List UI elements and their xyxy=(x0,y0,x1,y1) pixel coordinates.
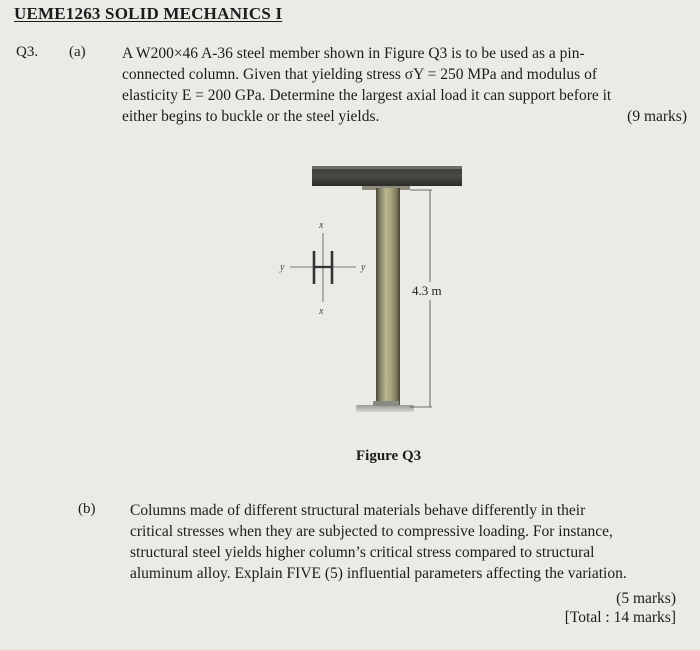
axis-y-right-label: y xyxy=(361,262,366,273)
part-a-line-4: either begins to buckle or the steel yields. xyxy=(122,108,380,125)
part-b-line-1: Columns made of different structural materials behave differently in their xyxy=(130,502,586,519)
part-a-line-3: elasticity E = 200 GPa. Determine the largest axial load it can support before it xyxy=(122,87,612,104)
part-b-line-4: aluminum alloy. Explain FIVE (5) influential parameters affecting the variation. xyxy=(130,565,627,582)
part-a-text xyxy=(122,43,687,127)
axis-x-top-label: x xyxy=(319,220,324,231)
base-pin xyxy=(373,401,399,406)
dimension-label: 4.3 m xyxy=(412,283,442,298)
part-b-marks: (5 marks) xyxy=(616,590,676,607)
question-number: Q3. xyxy=(16,44,39,60)
axis-y-left-label: y xyxy=(280,262,285,273)
part-a-line-2: connected column. Given that yielding stress σY = 250 MPa and modulus of xyxy=(122,66,597,83)
top-beam-highlight xyxy=(312,166,462,169)
base-support xyxy=(356,405,414,412)
axis-x-bottom-label: x xyxy=(319,306,324,317)
part-b-label: (b) xyxy=(78,501,96,517)
column xyxy=(378,188,400,406)
course-header: UEME1263 SOLID MECHANICS I xyxy=(14,4,283,23)
figure-caption: Figure Q3 xyxy=(356,448,422,464)
part-a-line-1: A W200×46 A-36 steel member shown in Figure Q3 is to be used as a pin- xyxy=(122,45,585,62)
total-marks: [Total : 14 marks] xyxy=(564,609,676,626)
part-b-text xyxy=(130,500,680,584)
part-a-line-4-row xyxy=(122,106,687,127)
part-a-marks: (9 marks) xyxy=(627,108,687,125)
part-a-label: (a) xyxy=(69,44,86,60)
part-b-line-2: critical stresses when they are subjected to compressive loading. For instance, xyxy=(130,523,613,540)
part-b-line-3: structural steel yields higher column’s critical stress compared to structural xyxy=(130,544,595,561)
column-figure xyxy=(270,160,470,425)
column-edge xyxy=(398,188,400,406)
